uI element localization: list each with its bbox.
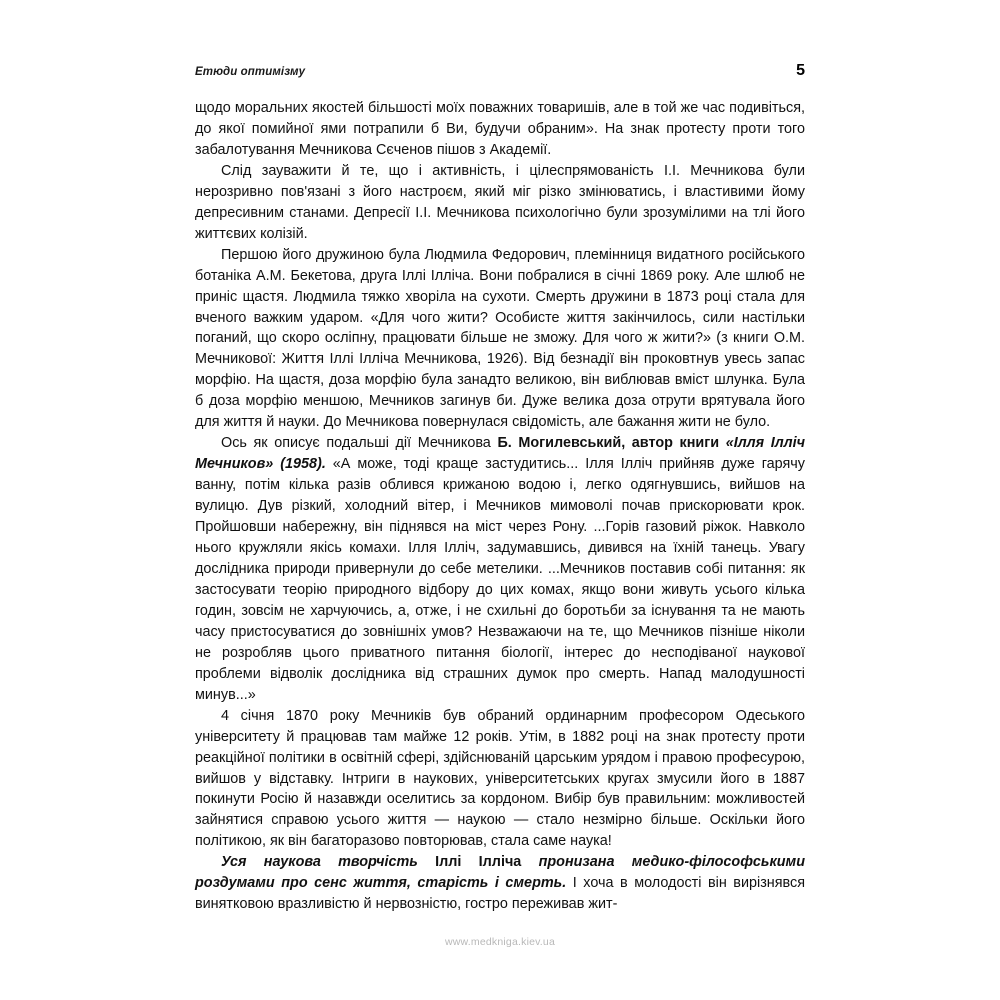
text-run: Ось як описує подальші дії Мечникова (221, 435, 498, 452)
text-run: Першою його дружиною була Людмила Федорович, племінниця видатного російського ботаніка А.М. Бекетова, друга Іллі Ілліча. Вони побралися в січні 1869 року. Але шлюб не приніс щастя. Людмила тяжко хворіла на сухоти. Смерть дружини в 1873 році стала для вченого важким ударом. «Для чого жити? Особисте життя закінчилось, сили настільки поганий, що скоро осліпну, працювати більше не зможу. Для чого ж жити?» (з книги О.М. Мечникової: Життя Іллі Ілліча Мечникова, 1926). Від безнадії він проковтнув увесь запас морфію. На щастя, доза морфію була занадто великою, він виблював вміст шлунка. Була б доза морфію меншою, Мечников загинув би. Дуже велика доза отрути врятувала його для життя й науки. До Мечникова повернулася свідомість, але бажання жити не було. (195, 246, 805, 431)
page-footer (0, 936, 1000, 948)
body-text (195, 98, 805, 915)
page-number: 5 (796, 62, 805, 79)
text-run: Слід зауважити й те, що і активність, і цілеспрямованість І.І. Мечникова були нерозривно пов'язані з його настроєм, який міг різко змінюватись, і властивими йому депресивним станами. Депресії І.І. Мечникова психологічно були зрозумілими на тлі його життєвих колізій. (195, 162, 805, 242)
running-head: Етюди оптимізму (195, 66, 306, 78)
text-run: щодо моральних якостей більшості моїх поважних товаришів, але в той же час подивіться, до якої помийної ями потрапили б Ви, будучи обраним». На знак протесту проти того забалотування Мечникова Сєченов пішов з Академії. (195, 100, 805, 158)
text-run: І хоча в молодості він вирізнявся винятковою вразливістю й нервозністю, гостро переживав жит- (195, 875, 805, 913)
text-run: «Ілля Ілліч Мечников» (1958). (195, 435, 806, 473)
paragraph (195, 706, 805, 853)
paragraph (195, 245, 805, 434)
footer-url: www.medkniga.kiev.ua (444, 936, 556, 948)
paragraph (195, 161, 805, 245)
text-run: Уся наукова творчість (221, 854, 436, 871)
paragraph (195, 433, 805, 705)
text-run: пронизана медико-філософськими роздумами про сенс життя, старість і смерть. (195, 854, 805, 892)
text-run: «А може, тоді краще застудитись... Ілля Ілліч прийняв дуже гарячу ванну, потім кілька разів облився крижаною водою і, легко одягнувшись, вийшов на вулицю. Дув різкий, холодний вітер, і Мечников мимоволі почав прискорювати крок. Пройшовши набережну, він піднявся на міст через Рону. ...Горів газовий ріжок. Навколо нього кружляли якісь комахи. Ілля Ілліч, задумавшись, дивився на їхній танець. Увагу дослідника природи привернули до себе метелики. ...Мечников поставив собі питання: як застосувати теорію природного відбору до цих комах, якщо вони живуть усього кілька годин, зовсім не харчуючись, а, отже, і не схильні до боротьби за існування та не мають часу пристосуватися до зовнішніх умов? Незважаючи на те, що Мечников пізніше ніколи не розробляв цього приватного питання біології, інтерес до несподіваної наукової проблеми відволік дослідника від страшних думок про смерть. Напад малодушності минув...» (195, 456, 805, 703)
text-run: Б. Могилевський, автор книги (497, 435, 726, 452)
paragraph (195, 852, 805, 915)
text-run: 4 січня 1870 року Мечників був обраний ординарним професором Одеського університету й працював там майже 12 років. Утім, в 1882 році на знак протесту проти реакційної політики в освітній сфері, здійснюваній царським урядом і правою професурою, вийшов у відставку. Інтриги в наукових, університетських кругах змусили його в 1887 покинути Росію й назавжди оселитись за кордоном. Вибір був правильним: можливостей зайнятися справою усього життя — наукою — стало незмірно більше. Оскільки його політикою, як він багаторазово повторював, стала саме наука! (195, 707, 805, 850)
paragraph (195, 98, 805, 161)
text-run: Іллі Ілліча (435, 854, 539, 871)
page-header (195, 62, 805, 82)
page-content (195, 62, 805, 915)
